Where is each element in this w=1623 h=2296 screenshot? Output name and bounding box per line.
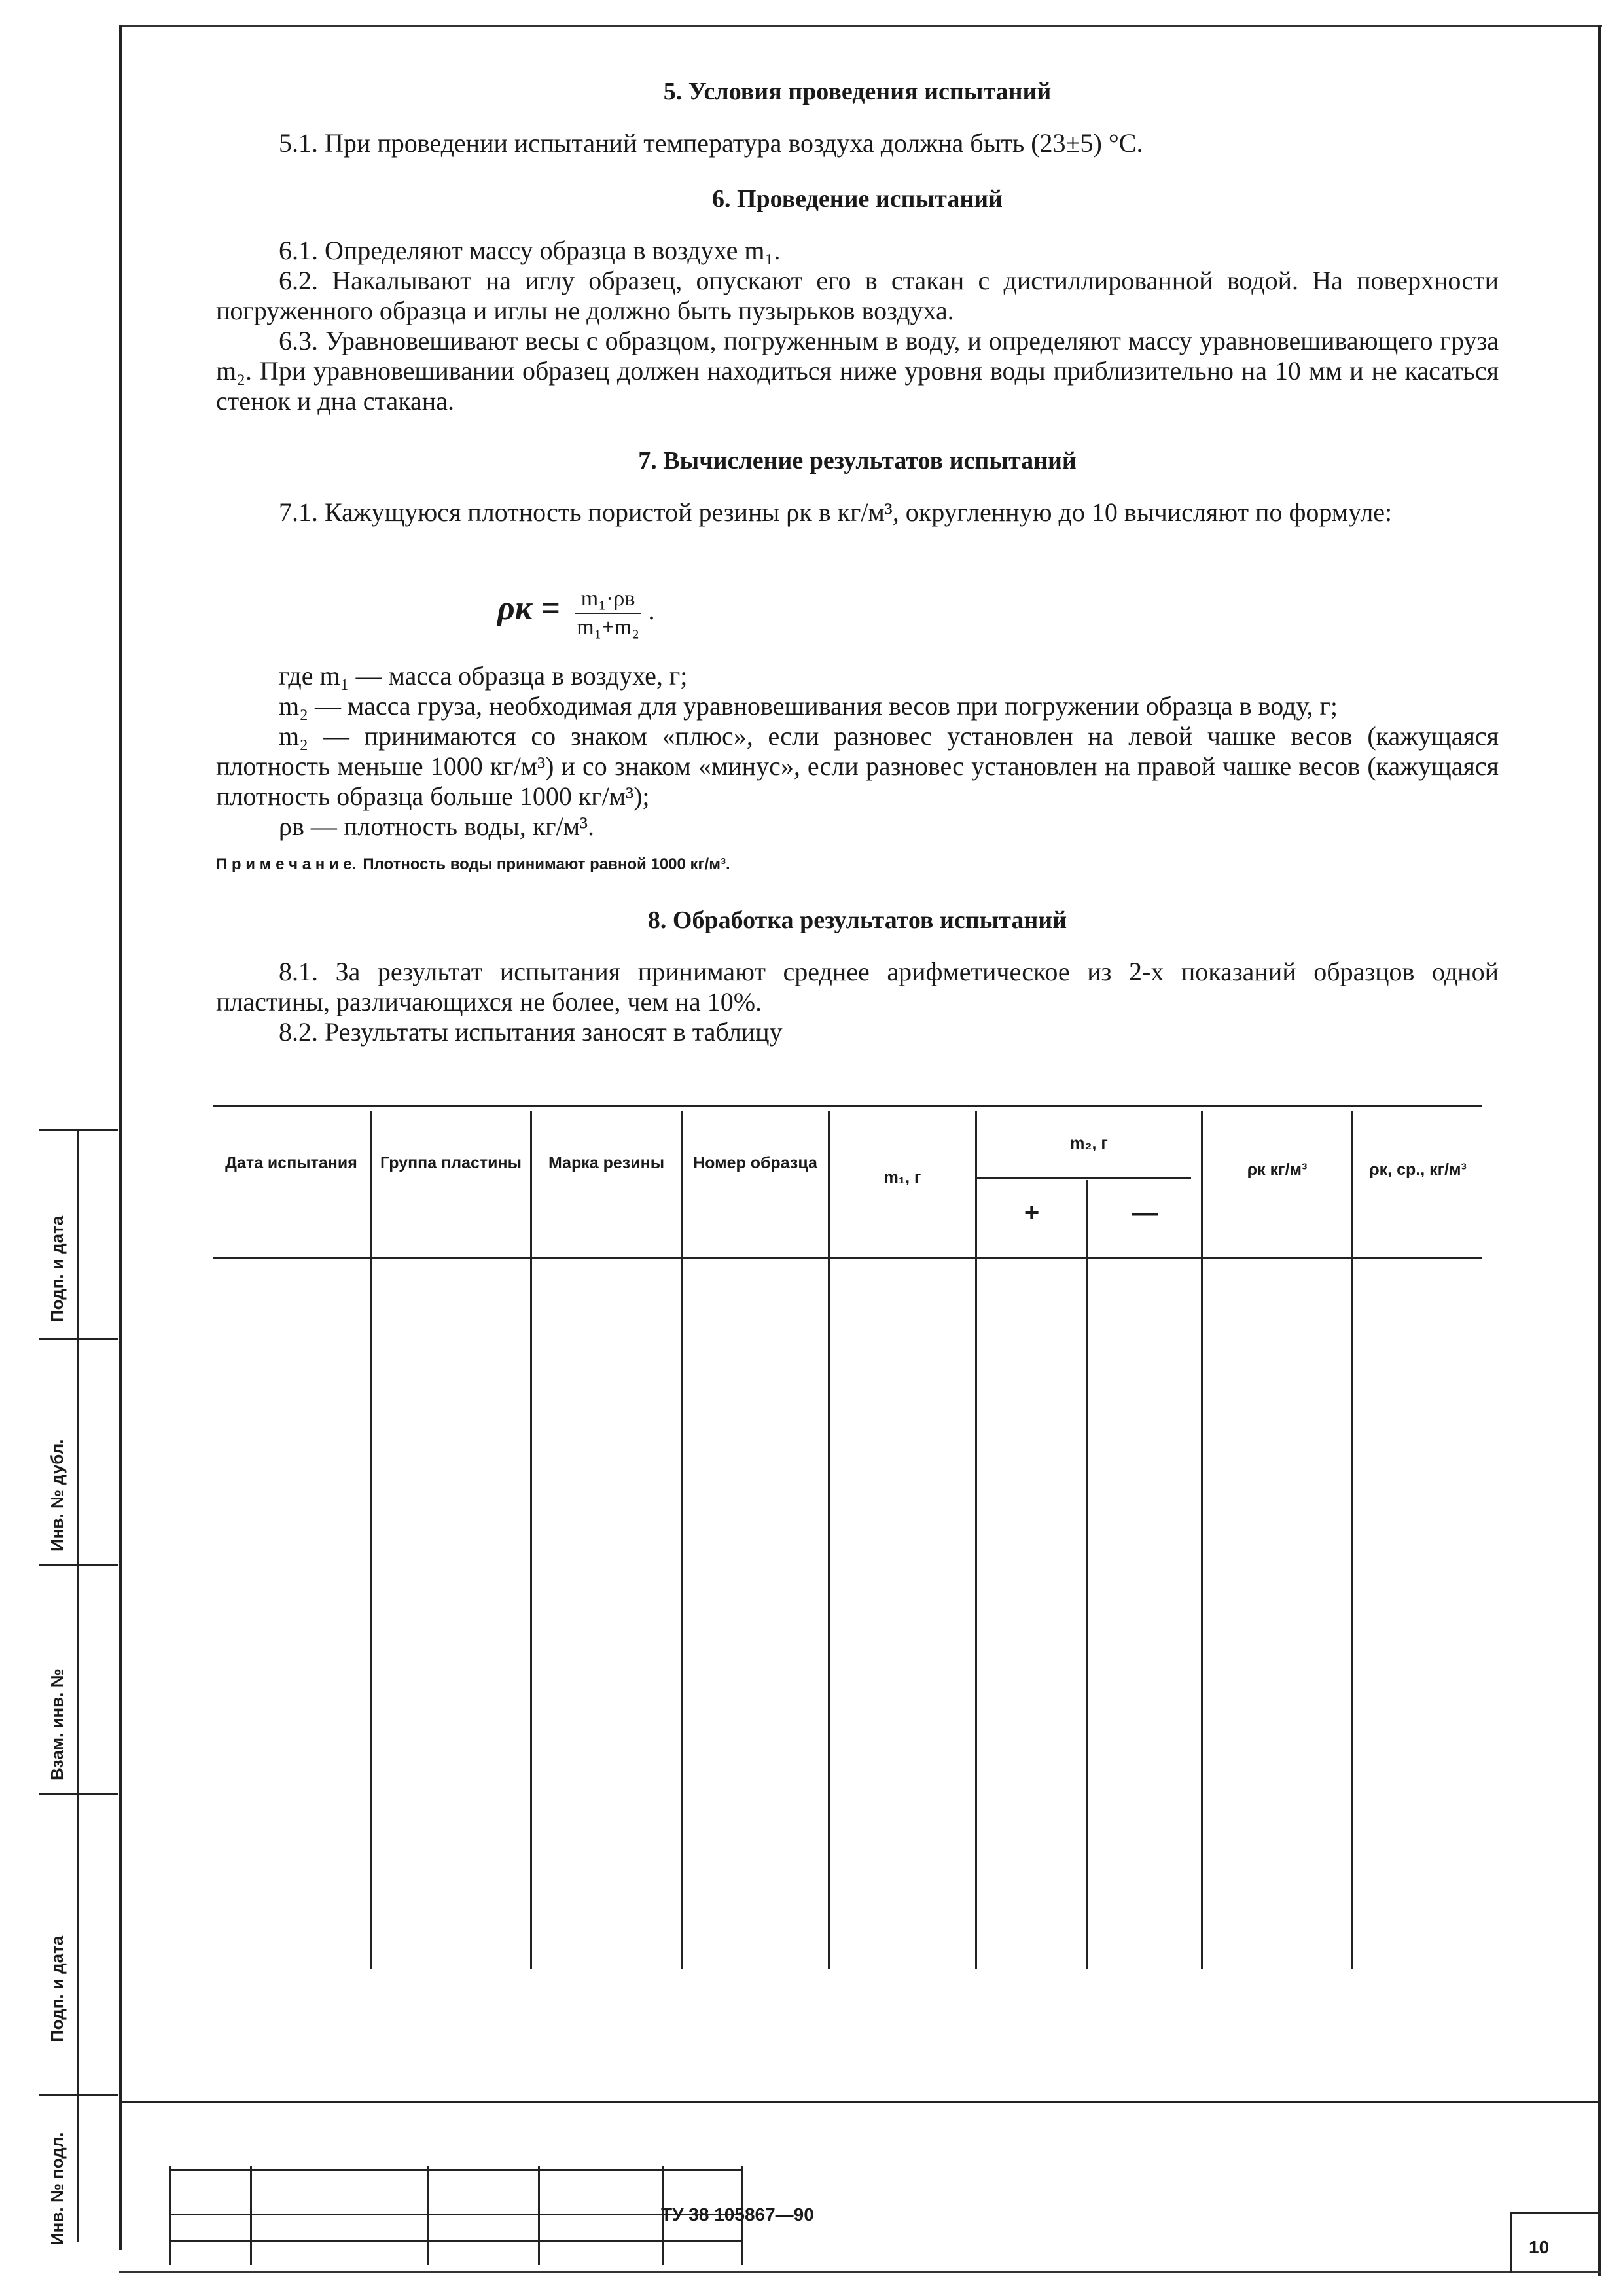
definition-rho-water: ρв — плотность воды, кг/м³. <box>279 812 594 841</box>
definition-m2-sign: m₂ — принимаются со знаком «плюс», если разновес установлен на левой чашке весов (кажущаяся плотность меньше 1000 кг/м³) и со знаком «минус», если разновес установлен на правой чашке весов (кажущаяся плотность образца больше 1000 кг/м³); <box>216 721 1499 811</box>
header-density-average: ρк, ср., кг/м³ <box>1369 1160 1467 1179</box>
formula-tail: . <box>648 596 655 626</box>
paragraph-7-1: 7.1. Кажущуюся плотность пористой резины ρк в кг/м³, округленную до 10 вычисляют по формуле: <box>279 497 1393 527</box>
table-header-rule <box>213 1257 1482 1259</box>
frame-left-border <box>119 25 122 2250</box>
stamp-row-rule-2 <box>171 2214 741 2215</box>
stamp-row-rule-1 <box>171 2169 741 2171</box>
note <box>216 846 1499 880</box>
page-number: 10 <box>1529 2237 1550 2257</box>
definitions-block <box>216 661 1499 1047</box>
definition-m1: где m₁ — масса образца в воздухе, г; <box>279 661 688 691</box>
formula-denominator: m₁+m₂ <box>577 615 639 639</box>
results-table <box>213 1105 1482 1975</box>
header-plate-group: Группа пластины <box>380 1154 522 1172</box>
paragraph-6-2: 6.2. Накалывают на иглу образец, опускают его в стакан с дистиллированной водой. На поверхности погруженного образца и иглы не должно быть пузырьков воздуха. <box>216 266 1499 325</box>
col-divider-8 <box>1351 1111 1353 1969</box>
col-divider-3 <box>681 1111 683 1969</box>
col-divider-4 <box>828 1111 830 1969</box>
m2-subheader-rule <box>975 1177 1191 1179</box>
header-m1: m₁, г <box>883 1168 921 1187</box>
col-divider-1 <box>370 1111 372 1969</box>
note-label: П р и м е ч а н и е. <box>216 855 357 873</box>
col-divider-5 <box>975 1111 977 1969</box>
frame-top-border <box>122 25 1602 27</box>
col-divider-7 <box>1201 1111 1203 1969</box>
density-formula <box>497 586 654 640</box>
document-body <box>216 65 1499 528</box>
stamp-col-4 <box>538 2166 540 2265</box>
section-7-title: 7. Вычисление результатов испытаний <box>638 447 1077 475</box>
paragraph-8-2: 8.2. Результаты испытания заносят в таблицу <box>279 1017 783 1047</box>
header-rubber-grade: Марка резины <box>548 1154 665 1172</box>
stamp-top-rule <box>119 2101 1601 2103</box>
stamp-row-rule-3 <box>171 2240 741 2242</box>
paragraph-6-3: 6.3. Уравновешивают весы с образцом, погруженным в воду, и определяют массу уравновешивающего груза m₂. При уравновешивании образец должен находиться ниже уровня воды приблизительно на 10 мм и не касаться стенок и дна стакана. <box>216 326 1499 416</box>
page-number-box <box>1510 2212 1601 2273</box>
note-text: Плотность воды принимают равной 1000 кг/м³. <box>363 855 730 873</box>
formula-numerator: m₁·ρв <box>575 586 642 614</box>
header-m2-minus: — <box>1132 1198 1158 1227</box>
side-label-replace-inv: Взам. инв. № <box>47 1668 67 1780</box>
definition-m2: m₂ — масса груза, необходимая для уравновешивания весов при погружении образца в воду, г; <box>279 691 1338 721</box>
side-label-dup-inv: Инв. № дубл. <box>47 1439 67 1551</box>
header-m2-plus: + <box>1024 1198 1040 1227</box>
paragraph-6-1: 6.1. Определяют массу образца в воздухе m₁. <box>279 236 781 265</box>
section-5-title: 5. Условия проведения испытаний <box>663 78 1052 105</box>
header-date: Дата испытания <box>225 1154 357 1172</box>
header-sample-number: Номер образца <box>693 1154 817 1172</box>
section-8-title: 8. Обработка результатов испытаний <box>647 906 1067 934</box>
side-label-sign-date-1: Подп. и дата <box>47 1215 67 1322</box>
stamp-col-2 <box>250 2166 252 2265</box>
stamp-col-1 <box>169 2166 171 2265</box>
stamp-col-3 <box>427 2166 429 2265</box>
document-code: ТУ 38 105867—90 <box>661 2204 814 2225</box>
col-divider-2 <box>530 1111 532 1969</box>
section-6-title: 6. Проведение испытаний <box>711 185 1003 213</box>
formula-lhs: ρк = <box>497 590 560 628</box>
title-block <box>119 2101 1601 2272</box>
header-m2: m₂, г <box>1070 1134 1108 1153</box>
paragraph-8-1: 8.1. За результат испытания принимают среднее арифметическое из 2-х показаний образцов одной пластины, различающихся не более, чем на 10%. <box>216 957 1499 1016</box>
col-divider-6 <box>1086 1180 1088 1969</box>
formula-fraction <box>575 586 642 640</box>
frame-right-border <box>1598 25 1601 2276</box>
side-label-orig-inv: Инв. № подл. <box>47 2132 67 2245</box>
table-top-rule <box>213 1105 1482 1107</box>
side-label-sign-date-2: Подп. и дата <box>47 1935 67 2042</box>
paragraph-5-1: 5.1. При проведении испытаний температура воздуха должна быть (23±5) °С. <box>279 128 1143 158</box>
header-density: ρк кг/м³ <box>1247 1160 1308 1179</box>
